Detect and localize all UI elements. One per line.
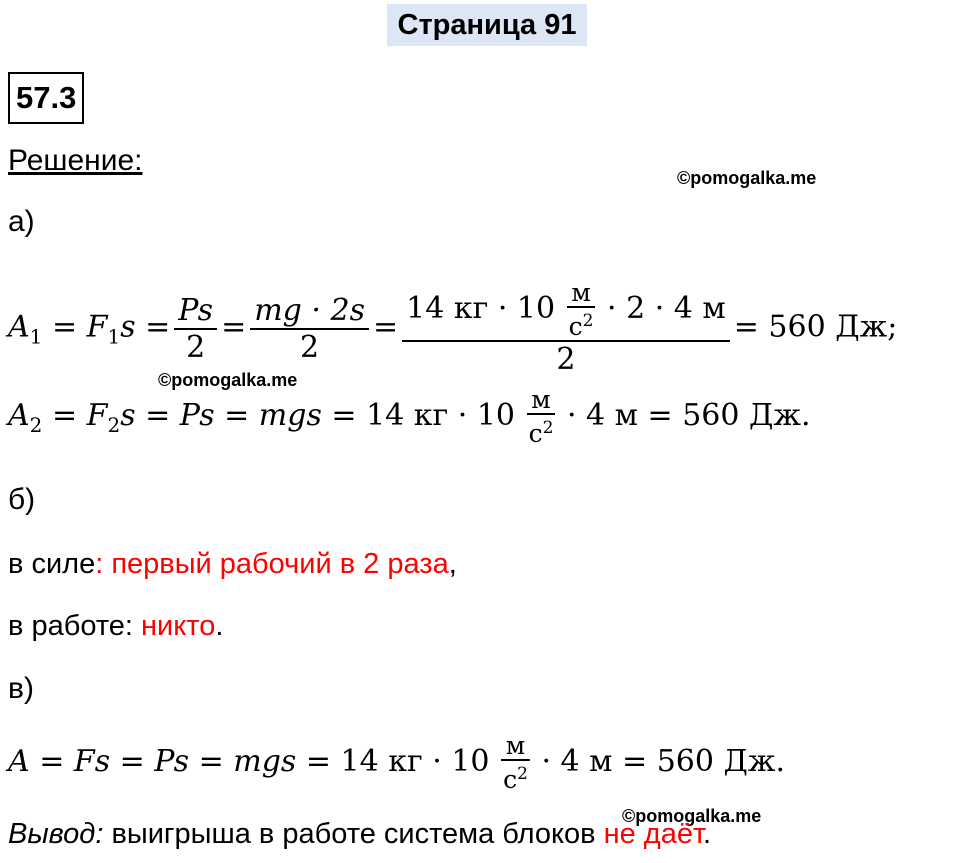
- numeric-prefix: 14 кг · 10: [366, 398, 516, 433]
- numerator: Ps: [178, 292, 214, 328]
- distance-symbol: s: [120, 309, 136, 345]
- equation-a1: $A_1 = F_1s$ = $\frac{Ps}{2}$ = $\frac{mg \cdot 2s}{2}$ = 14 кг · 10 м $с^2$ · 2 · 4 м 2 = 560 Дж;: [8, 278, 898, 377]
- unit-power: 2: [582, 311, 594, 331]
- unit-denominator: [567, 306, 596, 340]
- conclusion-answer: не даёт: [603, 818, 704, 850]
- fraction-ps-over-2: [174, 293, 217, 365]
- expression: A = Fs = Ps = mgs =: [8, 744, 341, 779]
- conclusion-text: выигрыша в работе система блоков: [103, 818, 604, 850]
- denominator: 2: [174, 328, 217, 365]
- part-a-label: а): [8, 205, 35, 238]
- work-answer: никто: [141, 610, 216, 642]
- denominator: 2: [250, 328, 369, 365]
- force-answer: : первый рабочий в 2 раза: [95, 548, 449, 580]
- numerator-prefix: 14 кг · 10: [406, 291, 556, 326]
- watermark: ©pomogalka.me: [158, 370, 298, 390]
- unit-base: с: [568, 312, 583, 341]
- part-b-line2: [8, 610, 223, 643]
- force-suffix: ,: [448, 548, 457, 580]
- subscript: 2: [107, 413, 121, 437]
- work-suffix: .: [215, 610, 224, 642]
- unit-fraction: [527, 387, 556, 447]
- watermark: ©pomogalka.me: [677, 168, 817, 188]
- numerator: [402, 280, 730, 340]
- conclusion: [8, 818, 711, 851]
- equation-c: [8, 733, 785, 793]
- solution-heading: Решение:: [8, 144, 143, 177]
- fraction-numeric: [402, 280, 730, 377]
- expression: s = Ps = mgs =: [120, 398, 367, 433]
- equation-a2: $A_2 = F_2s = Ps$ = mgs = 14 кг · 10 м $с^2$ · 4 м = 560 Дж.: [8, 385, 811, 448]
- force-symbol: F: [86, 309, 108, 345]
- unit-base: с: [528, 419, 543, 448]
- result: = 560 Дж;: [733, 309, 898, 345]
- part-b-label: б): [8, 483, 36, 516]
- numeric-suffix: · 4 м = 560 Дж.: [566, 398, 811, 433]
- unit-power: 2: [542, 418, 554, 438]
- subscript: 1: [29, 324, 43, 349]
- unit-fraction: [501, 733, 530, 793]
- unit-base: с: [503, 765, 518, 794]
- subscript: 2: [29, 413, 43, 437]
- unit-numerator: м: [571, 278, 591, 307]
- denominator: 2: [402, 340, 730, 377]
- unit-numerator: м: [531, 385, 551, 414]
- unit-denominator: [527, 413, 556, 447]
- unit-numerator: м: [505, 731, 526, 760]
- numeric-suffix: · 4 м = 560 Дж.: [541, 744, 786, 779]
- work-symbol: A: [8, 309, 30, 345]
- work-symbol: A: [8, 398, 30, 433]
- conclusion-label: Вывод:: [8, 818, 104, 850]
- page-title: Страница 91: [387, 4, 587, 46]
- work-prefix: в работе:: [8, 610, 142, 642]
- watermark: ©pomogalka.me: [622, 806, 762, 826]
- part-c-label: в): [8, 672, 34, 705]
- fraction-mg2s-over-2: [250, 293, 369, 365]
- subscript: 1: [107, 324, 121, 349]
- numerator-suffix: · 2 · 4 м: [607, 291, 726, 326]
- unit-fraction: [567, 280, 596, 340]
- part-b-line1: [8, 548, 457, 581]
- numerator: mg · 2s: [254, 292, 365, 328]
- force-prefix: в силе: [8, 548, 96, 580]
- numeric-prefix: 14 кг · 10: [340, 744, 490, 779]
- unit-denominator: [501, 759, 530, 793]
- conclusion-end: .: [703, 818, 712, 850]
- force-symbol: F: [86, 398, 108, 433]
- unit-power: 2: [517, 764, 528, 784]
- problem-number: 57.3: [8, 72, 84, 124]
